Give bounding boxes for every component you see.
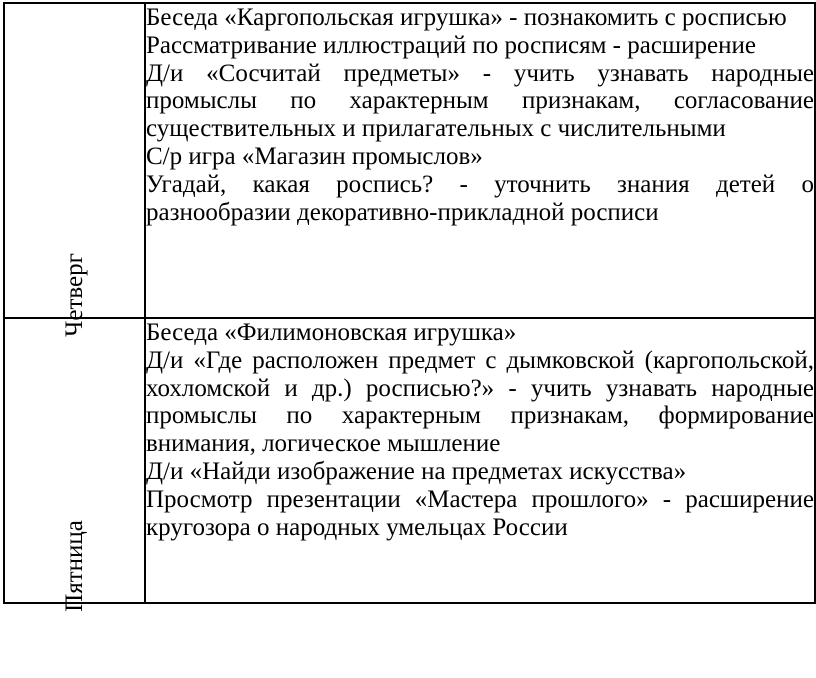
day-cell-thursday bbox=[4, 3, 145, 337]
activity-item: Д/и «Найди изображение на предметах искусства» bbox=[146, 457, 687, 485]
day-cell-friday bbox=[4, 318, 145, 612]
activity-item: Беседа «Филимоновская игрушка» bbox=[146, 319, 517, 346]
table-row-thursday bbox=[4, 3, 815, 318]
day-label-thursday: Четверг bbox=[60, 253, 88, 337]
activity-item: Беседа «Каргопольская игрушка» - познакомить с росписью bbox=[146, 4, 787, 31]
activity-item: Рассматривание иллюстраций по росписям - расширение bbox=[146, 31, 757, 59]
activity-item: С/р игра «Магазин промыслов» bbox=[146, 142, 483, 170]
activity-item: Просмотр презентации «Мастера прошлого» - расширение кругозора о народных умельцах России bbox=[146, 485, 814, 541]
activity-item: Угадай, какая роспись? - уточнить знания детей о разнообразии декоративно-прикладной росписи bbox=[146, 170, 814, 226]
table-row-friday bbox=[4, 318, 815, 603]
activities-cell-thursday bbox=[145, 3, 815, 318]
weekly-plan-table bbox=[3, 2, 816, 612]
day-label-friday: Пятница bbox=[60, 520, 88, 612]
activities-cell-friday bbox=[145, 318, 815, 603]
activity-item: Д/и «Где расположен предмет с дымковской (каргопольской, хохломской и др.) росписью?» - учить узнавать народные промыслы по характерным признакам, формирование внимания, логическое мышление bbox=[146, 346, 814, 458]
activity-item: Д/и «Сосчитай предметы» - учить узнавать народные промыслы по характерным признакам, согласование существительных и прилагательных с числительными bbox=[146, 59, 814, 143]
